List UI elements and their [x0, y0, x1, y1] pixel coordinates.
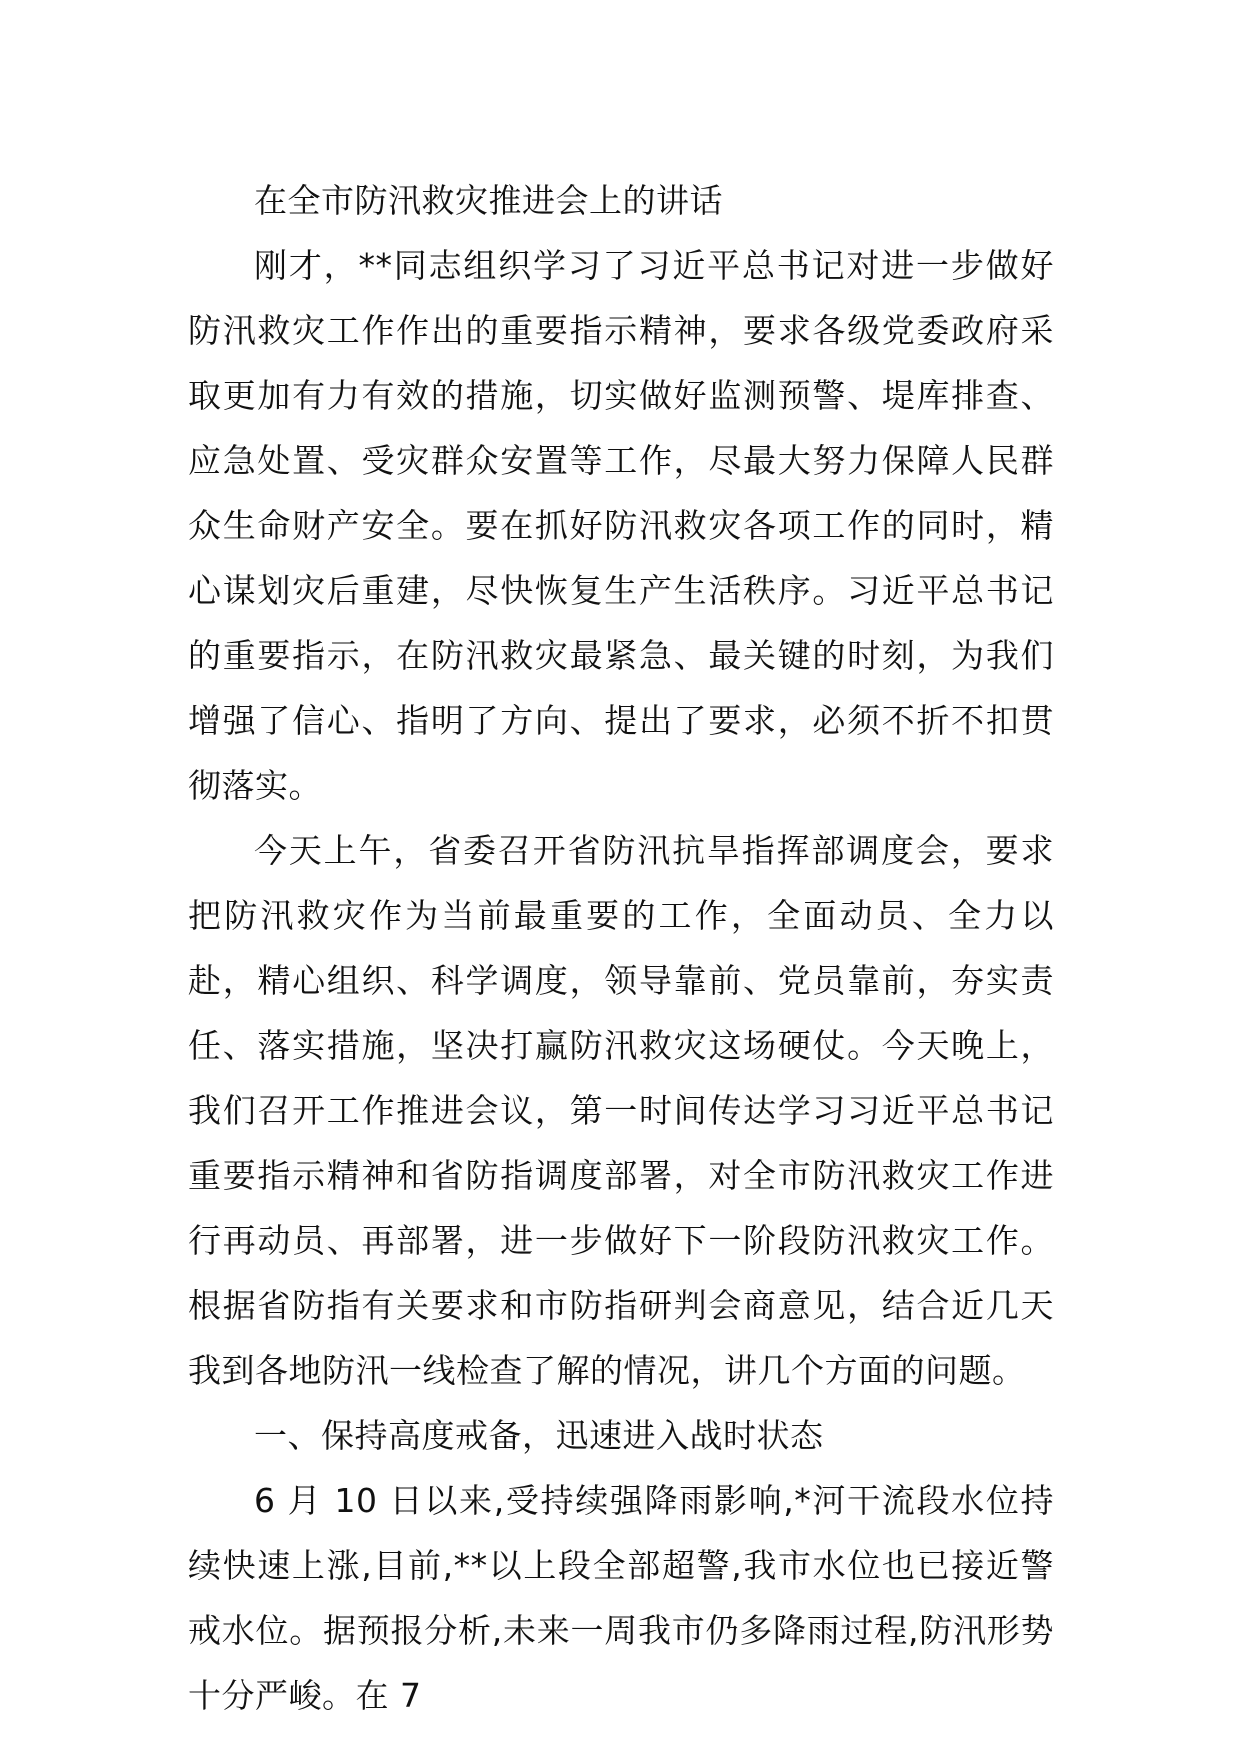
document-title: 在全市防汛救灾推进会上的讲话	[254, 181, 723, 220]
document-body	[188, 168, 1054, 1728]
paragraph: 今天上午，省委召开省防汛抗旱指挥部调度会，要求把防汛救灾作为当前最重要的工作，全面动员、全力以赴，精心组织、科学调度，领导靠前、党员靠前，夯实责任、落实措施，坚决打赢防汛救灾这场硬仗。今天晚上，我们召开工作推进会议，第一时间传达学习习近平总书记重要指示精神和省防指调度部署，对全市防汛救灾工作进行再动员、再部署，进一步做好下一阶段防汛救灾工作。根据省防指有关要求和市防指研判会商意见，结合近几天我到各地防汛一线检查了解的情况，讲几个方面的问题。	[188, 831, 1054, 1390]
paragraph: 6 月 10 日以来,受持续强降雨影响,*河干流段水位持续快速上涨,目前,**以上段全部超警,我市水位也已接近警戒水位。据预报分析,未来一周我市仍多降雨过程,防汛形势十分严峻。在 7	[188, 1481, 1054, 1715]
paragraph: 刚才，**同志组织学习了习近平总书记对进一步做好防汛救灾工作作出的重要指示精神，要求各级党委政府采取更加有力有效的措施，切实做好监测预警、堤库排查、应急处置、受灾群众安置等工作，尽最大努力保障人民群众生命财产安全。要在抓好防汛救灾各项工作的同时，精心谋划灾后重建，尽快恢复生产生活秩序。习近平总书记的重要指示，在防汛救灾最紧急、最关键的时刻，为我们增强了信心、指明了方向、提出了要求，必须不折不扣贯彻落实。	[188, 246, 1054, 805]
section-heading: 一、保持高度戒备，迅速进入战时状态	[254, 1416, 824, 1455]
